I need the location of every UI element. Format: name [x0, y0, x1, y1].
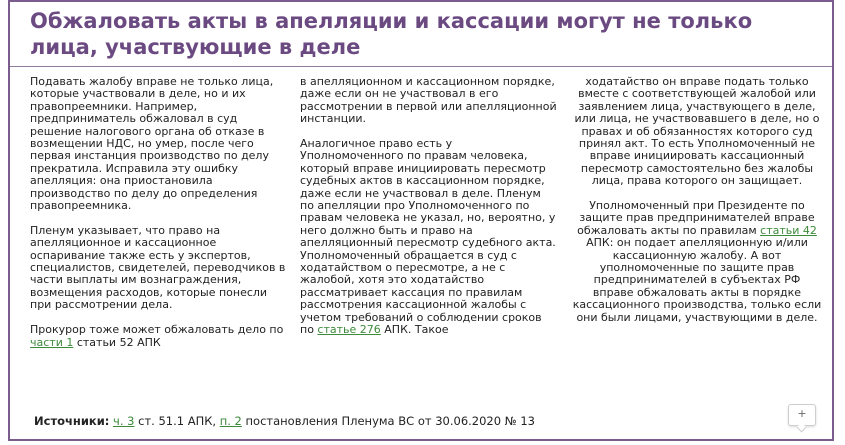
sources-text-1: ст. 51.1 АПК,	[134, 414, 220, 428]
col1-p3-text-before: Прокурор тоже может обжаловать дело по	[30, 323, 284, 337]
link-part-3[interactable]: ч. 3	[113, 414, 135, 428]
title-divider	[10, 66, 832, 67]
col3-paragraph-2	[572, 200, 822, 324]
col3-p2-text-before: Уполномоченный при Президенте по защите прав предпринимателей вправе обжаловать акты по правилам	[577, 199, 815, 237]
col2-p2-text-before: Аналогичное право есть у Уполномоченного по правам человека, который вправе инициировать пересмотр судебных актов в кассационном порядке, даже если не участвовал в деле. Пленум по апелляции про Уполномоченного по правам человека не указал, но, вероятно, у него должно быть и право на апелляционный пересмотр судебного акта. Уполномоченный обращается в суд с ходатайством о пересмотре, а не с жалобой, хотя это ходатайство рассматривает кассация по правилам рассмотрения кассационной жалобы с учетом требований о соблюдении сроков по	[300, 137, 556, 337]
link-point-2[interactable]: п. 2	[219, 414, 242, 428]
sources-label: Источники:	[34, 414, 110, 428]
add-comment-button[interactable]	[788, 404, 816, 426]
plus-icon: +	[797, 407, 807, 420]
link-article-52-part-1[interactable]: части 1	[30, 335, 74, 349]
sources-text-2: постановления Пленума ВС от 30.06.2020 № 13	[241, 414, 535, 428]
col2-p2-text-after: АПК. Такое	[380, 323, 449, 337]
link-article-42[interactable]: статьи 42	[760, 223, 817, 237]
link-article-276[interactable]: статье 276	[317, 323, 381, 337]
col1-p3-text-after: статьи 52 АПК	[73, 335, 161, 349]
column-1	[30, 76, 288, 361]
card-title: Обжаловать акты в апелляции и кассации могут не только лица, участвующие в деле	[30, 9, 753, 59]
col1-paragraph-3	[30, 324, 288, 349]
col3-paragraph-1: ходатайство он вправе подать только вместе с соответствующей жалобой или заявлением лица, участвующего в деле, или лица, не участвовавшего в деле, но о правах и об обязанностях которого суд принял акт. То есть Уполномоченный не вправе инициировать кассационный пересмотр самостоятельно без жалобы лица, права которого он защищает.	[574, 75, 820, 188]
column-3	[572, 76, 822, 337]
col2-paragraph-1: в апелляционном и кассационном порядке, даже если он не участвовал в его рассмотрении в первой или апелляционной инстанции.	[300, 75, 557, 126]
col1-paragraph-1: Подавать жалобу вправе не только лица, которые участвовали в деле, но и их правопреемники. Например, предприниматель обжаловал в суд решение налогового органа об отказе в возмещении НДС, но умер, после чего первая инстанция производство по делу прекратила. Исправила эту ошибку апелляция: она приостановила производство по делу до определения правопреемника.	[30, 75, 274, 213]
col1-paragraph-2: Пленум указывает, что право на апелляционное и кассационное оспаривание также есть у экспертов, специалистов, свидетелей, переводчиков в части выплаты им вознаграждения, возмещения расходов, которые понесли при рассмотрении дела.	[30, 223, 286, 312]
info-card	[8, 0, 834, 441]
col2-paragraph-2	[300, 138, 558, 337]
sources-line	[34, 414, 535, 428]
col3-p2-text-after: АПК: он подает апелляционную и/или кассационную жалобу. А вот уполномоченные по защите прав предпринимателей в субъектах РФ вправе обжаловать акты в порядке кассационного производства, только если они были лицами, участвующими в деле.	[572, 236, 822, 324]
column-2	[300, 76, 558, 349]
